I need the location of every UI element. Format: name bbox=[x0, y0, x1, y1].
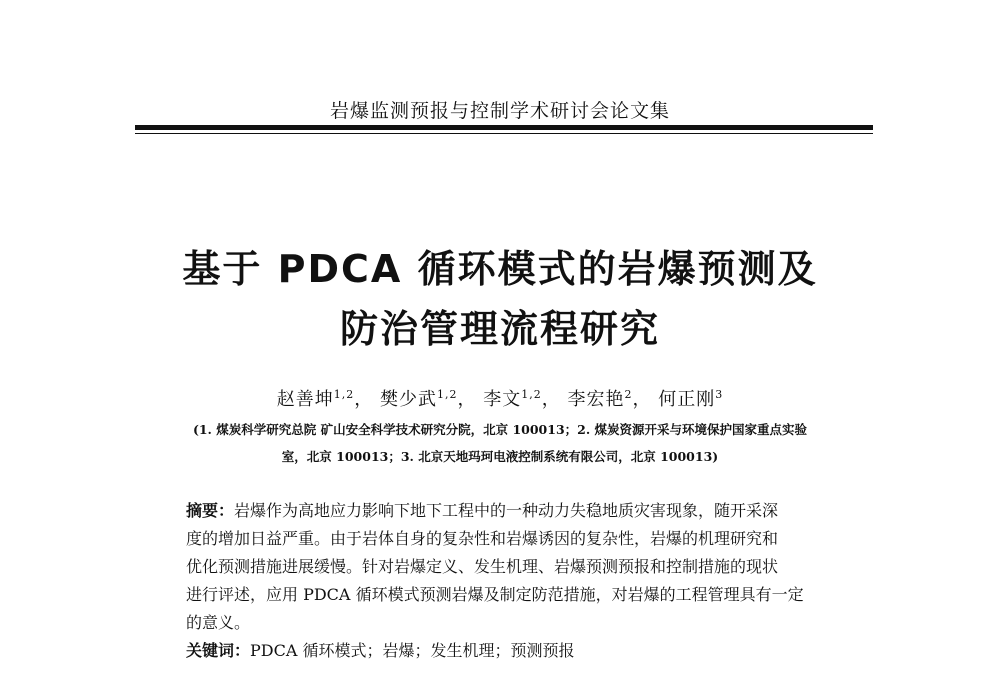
proceedings-header: 岩爆监测预报与控制学术研讨会论文集 bbox=[329, 100, 670, 122]
abstract-label: 摘要： bbox=[186, 501, 235, 520]
header-rule-thick bbox=[135, 125, 873, 130]
keywords-label: 关键词： bbox=[186, 641, 251, 660]
abstract bbox=[186, 497, 846, 665]
affiliation-line-2: 室，北京 100013；3. 北京天地玛珂电液控制系统有限公司，北京 100013) bbox=[281, 449, 719, 464]
author: 何正刚$^3$ bbox=[658, 388, 724, 410]
abstract-line: 优化预测措施进展缓慢。针对岩爆定义、发生机理、岩爆预测预报和控制措施的现状 bbox=[186, 557, 779, 576]
abstract-line: 度的增加日益严重。由于岩体自身的复杂性和岩爆诱因的复杂性，岩爆的机理研究和 bbox=[186, 529, 779, 548]
author: 赵善坤$^{1,2}$， bbox=[276, 388, 374, 410]
abstract-line: 进行评述，应用 PDCA 循环模式预测岩爆及制定防范措施，对岩爆的工程管理具有一定 bbox=[186, 585, 804, 604]
abstract-line: 摘要：岩爆作为高地应力影响下地下工程中的一种动力失稳地质灾害现象，随开采深 bbox=[186, 501, 779, 520]
keywords bbox=[186, 637, 846, 665]
header-rule-thin bbox=[135, 133, 873, 134]
author: 樊少武$^{1,2}$， bbox=[380, 388, 477, 410]
paper-title-line-2: 防治管理流程研究 bbox=[339, 307, 660, 351]
author-list bbox=[0, 385, 1000, 411]
affiliation-line-1: (1. 煤炭科学研究总院 矿山安全科学技术研究分院，北京 100013；2. 煤炭资源开采与环境保护国家重点实验 bbox=[192, 422, 808, 437]
author: 李宏艳$^2$， bbox=[567, 388, 652, 410]
author: 李文$^{1,2}$， bbox=[483, 388, 561, 410]
keywords-text: PDCA 循环模式；岩爆；发生机理；预测预报 bbox=[250, 641, 575, 660]
abstract-line: 的意义。 bbox=[186, 613, 251, 632]
paper-title-line-1: 基于 PDCA 循环模式的岩爆预测及 bbox=[182, 247, 818, 291]
